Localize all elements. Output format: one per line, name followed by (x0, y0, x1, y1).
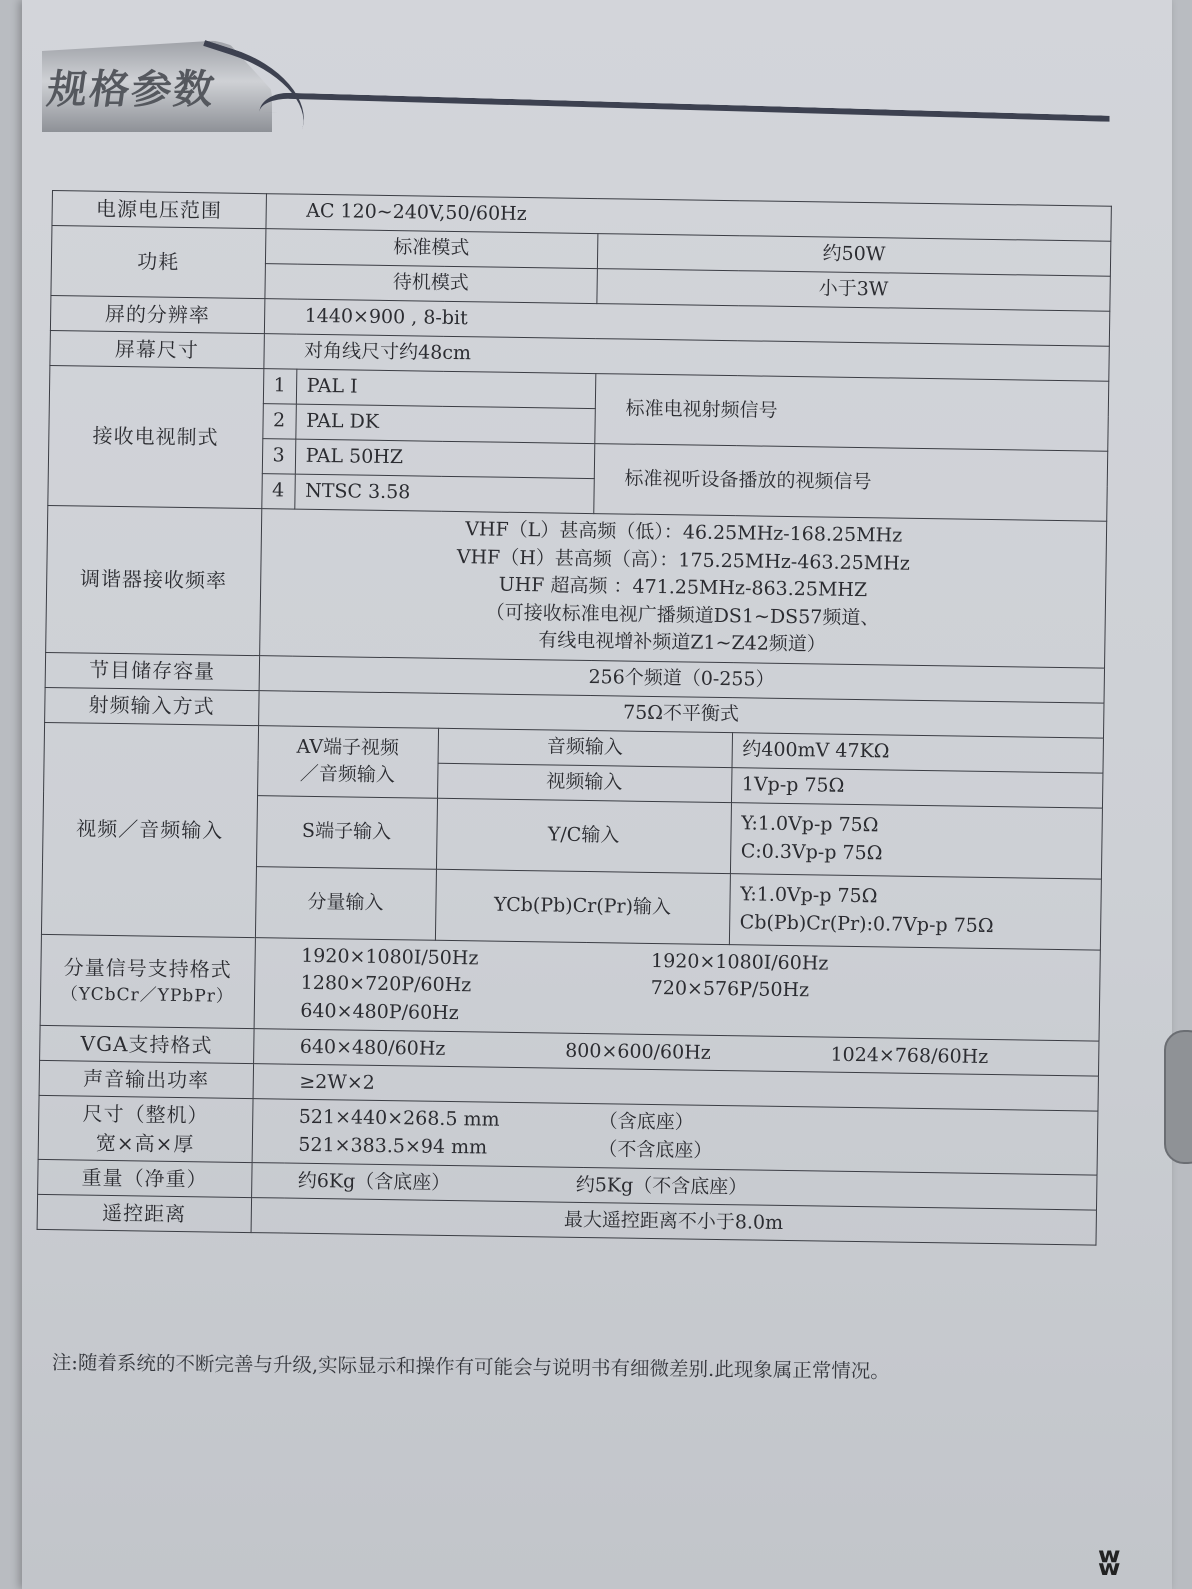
component-input: 分量输入 (255, 866, 436, 940)
value-line: C:0.3Vp-p 75Ω (740, 840, 883, 865)
value-line: Cb(Pb)Cr(Pr):0.7Vp-p 75Ω (739, 911, 994, 937)
vga-format: 640×480/60Hz (299, 1035, 446, 1060)
item-number: 3 (262, 439, 296, 474)
input-value: 约400mV 47KΩ (732, 732, 1104, 773)
value-cell: 约50W (597, 234, 1111, 277)
row-label: 功耗 (51, 226, 266, 299)
weight-without-base: 约5Kg（不含底座） (575, 1173, 748, 1199)
tv-system-name: NTSC 3.58 (294, 474, 594, 513)
format-values (254, 937, 1101, 1041)
label-line: （YCbCr／YPbPr） (60, 984, 234, 1008)
row-label (38, 1096, 252, 1163)
format-item: 1920×1080I/50Hz (301, 944, 479, 970)
row-value: AC 120~240V,50/60Hz (265, 194, 1111, 242)
row-label: 屏的分辨率 (50, 295, 264, 333)
weight-with-base: 约6Kg（含底座） (297, 1169, 451, 1194)
format-item: 720×576P/50Hz (650, 977, 810, 1002)
row-value: 最大遥控距离不小于8.0m (251, 1198, 1097, 1246)
input-type: 音频输入 (438, 728, 733, 767)
label-line: 宽×高×厚 (95, 1130, 195, 1157)
row-value: 75Ω不平衡式 (258, 690, 1104, 738)
row-label: 接收电视制式 (48, 365, 264, 508)
av-terminal-line: ／音频输入 (299, 762, 396, 787)
input-value: 1Vp-p 75Ω (731, 767, 1103, 808)
binder-ring (1164, 1030, 1192, 1164)
item-number: 2 (262, 404, 296, 439)
spec-table (37, 190, 1112, 1246)
tuner-line: VHF（H）甚高频（高）：175.25MHz-463.25MHz (456, 545, 910, 575)
label-line: 分量信号支持格式 (63, 955, 232, 982)
label-line: 尺寸（整机） (82, 1101, 209, 1128)
tuner-line: UHF 超高频 ：471.25MHz-863.25MHZ (498, 573, 868, 602)
value-line: Y:1.0Vp-p 75Ω (740, 883, 878, 908)
row-label: 遥控距离 (37, 1195, 251, 1233)
format-item: 640×480P/60Hz (300, 999, 459, 1024)
table-row (46, 505, 1107, 667)
input-type: YCb(Pb)Cr(Pr)输入 (435, 869, 730, 944)
row-value: ≥2W×2 (253, 1064, 1099, 1112)
row-label: 重量（净重） (38, 1160, 252, 1198)
row-label: 调谐器接收频率 (46, 505, 262, 655)
input-value (730, 802, 1102, 879)
row-label: 视频／音频输入 (41, 722, 258, 937)
row-label: 射频输入方式 (45, 687, 259, 725)
mode-cell: 待机模式 (264, 264, 597, 304)
section-title: 规格参数 (44, 66, 219, 113)
tv-system-name: PAL DK (295, 404, 595, 443)
dimension-with-base: 521×440×268.5 mm (298, 1106, 500, 1132)
table-row (40, 934, 1100, 1041)
row-label (40, 934, 255, 1029)
row-value: 1440×900 , 8-bit (264, 299, 1110, 347)
tuner-line: VHF（L）甚高频（低）：46.25MHz-168.25MHz (465, 518, 903, 547)
tv-system-name: PAL 50HZ (295, 439, 595, 478)
row-label: 声音输出功率 (39, 1061, 253, 1099)
row-label: 屏幕尺寸 (50, 330, 264, 368)
row-label: VGA支持格式 (40, 1026, 254, 1064)
mode-cell: 标准模式 (265, 229, 598, 269)
input-type: Y/C输入 (436, 798, 731, 873)
av-terminal-line: AV端子视频 (296, 735, 400, 759)
vga-format: 1024×768/60Hz (830, 1043, 989, 1068)
tv-system-desc: 标准视听设备播放的视频信号 (593, 444, 1107, 522)
dimension-without-base: 521×383.5×94 mm (298, 1133, 488, 1159)
tuner-values (259, 509, 1107, 668)
row-label: 电源电压范围 (52, 191, 266, 229)
input-value (729, 873, 1101, 950)
format-item: 1280×720P/60Hz (300, 972, 472, 997)
tuner-line: 有线电视增补频道Z1~Z42频道） (538, 629, 827, 656)
tv-system-desc: 标准电视射频信号 (595, 374, 1109, 452)
row-label: 节目储存容量 (45, 652, 259, 690)
value-cell: 小于3W (597, 269, 1111, 312)
vga-format: 800×600/60Hz (565, 1039, 711, 1064)
row-value: 256个频道（0-255） (259, 655, 1105, 703)
av-terminal (257, 725, 438, 798)
value-line: Y:1.0Vp-p 75Ω (741, 812, 879, 837)
dimension-note: （不含底座） (598, 1138, 713, 1162)
s-terminal: S端子输入 (256, 795, 437, 869)
tv-system-name: PAL I (296, 369, 596, 408)
item-number: 1 (263, 369, 297, 404)
tuner-line: （可接收标准电视广播频道DS1~DS57频道、 (485, 601, 880, 629)
input-type: 视频输入 (437, 763, 732, 802)
page-corner-mark: ʬ (1098, 1540, 1121, 1584)
dimension-note: （含底座） (598, 1110, 694, 1134)
format-item: 1920×1080I/60Hz (650, 949, 829, 975)
row-value: 对角线尺寸约48cm (263, 334, 1109, 382)
item-number: 4 (261, 474, 295, 509)
footnote: 注:随着系统的不断完善与升级,实际显示和操作有可能会与说明书有细微差别.此现象属正常情况。 (51, 1350, 890, 1383)
